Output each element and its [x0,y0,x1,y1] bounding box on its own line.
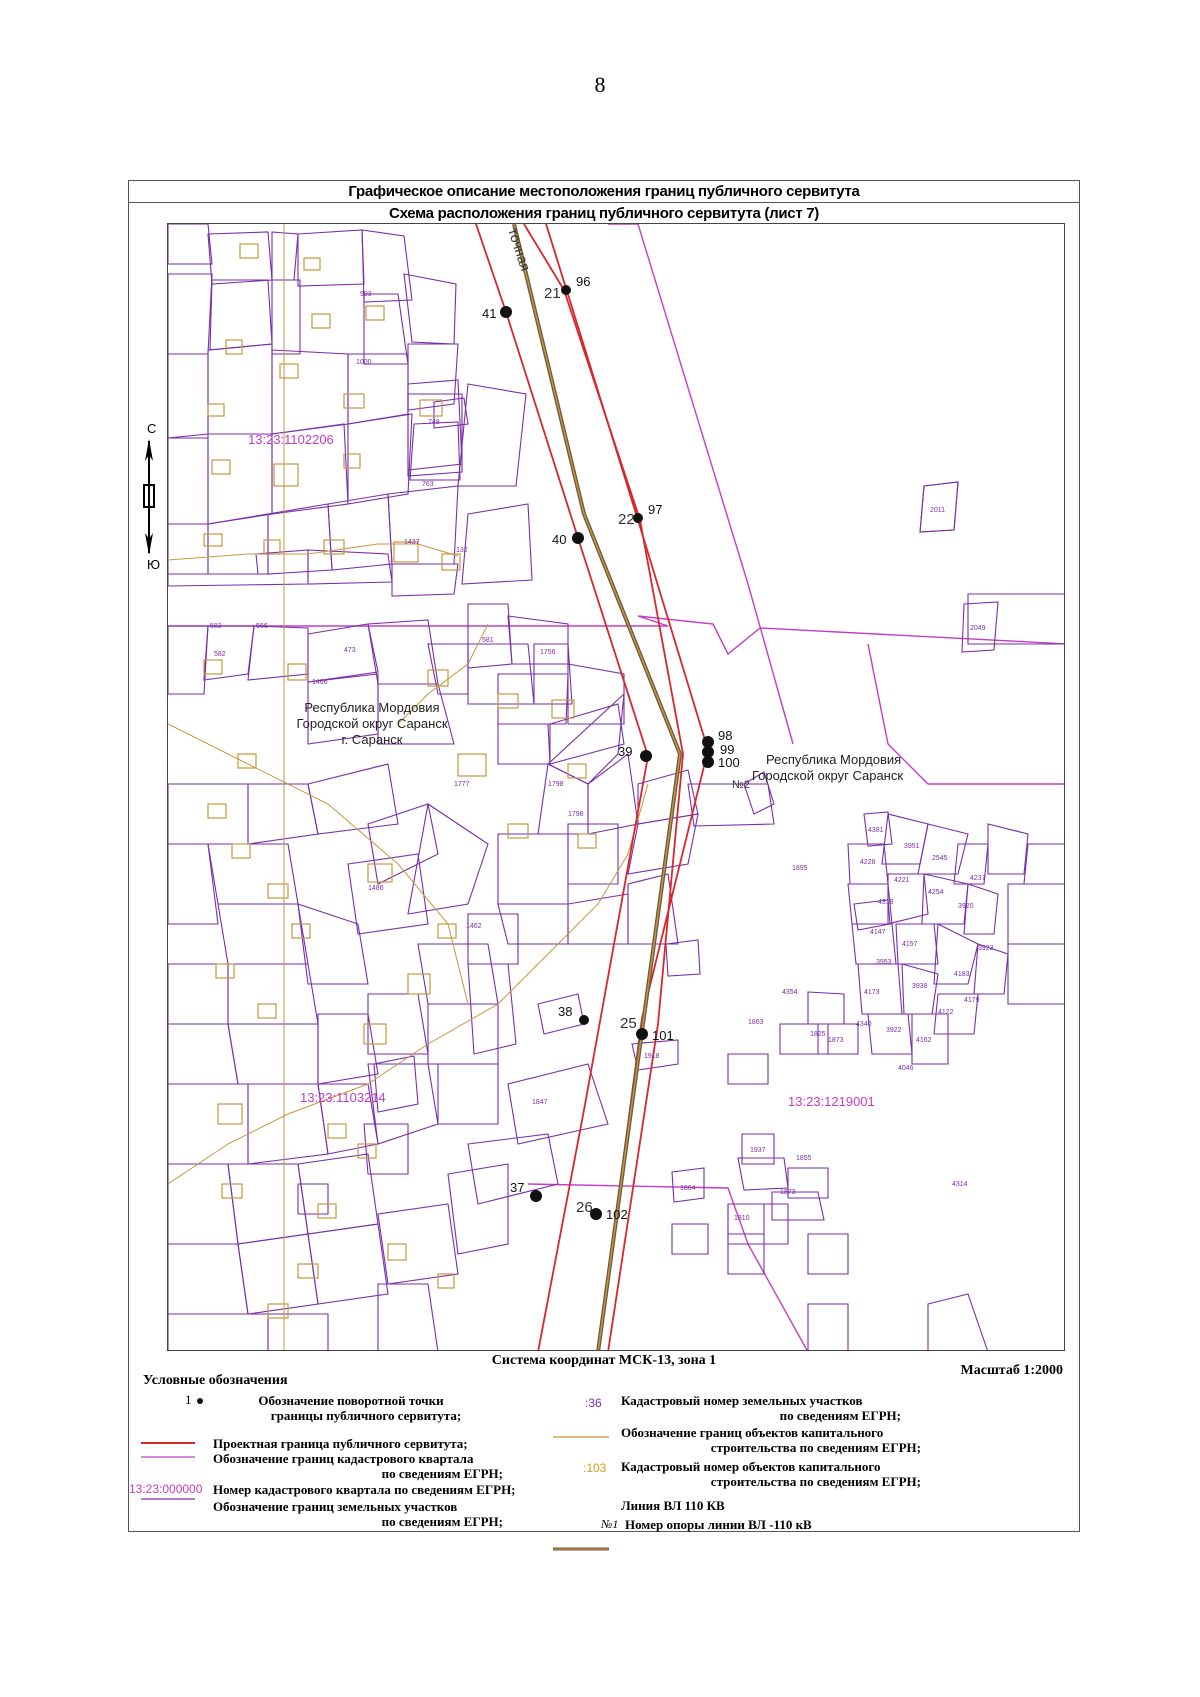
legend-building-sample: :103 [583,1461,607,1475]
parcel-label: 1863 [748,1019,764,1026]
map-sheet [128,180,1080,1532]
point-label-97: 97 [648,502,663,517]
point-label-96: 96 [576,274,591,289]
legend-parcel-number-line-2: по сведениям ЕГРН; [779,1408,901,1423]
parcel-label: 1873 [828,1037,844,1044]
pole-label-22: 22 [618,511,635,528]
point-label-38: 38 [558,1004,573,1019]
parcel-label: 1756 [540,649,556,656]
legend-building-number-line-2: строительства по сведениям ЕГРН; [710,1474,921,1489]
north-arrow-icon [137,421,161,571]
point-label-40: 40 [552,532,567,547]
parcel-label: 581 [482,637,494,644]
parcel-label: 1437 [404,539,420,546]
legend-pole-sample: №1 [601,1517,619,1531]
legend-power-line: Линия ВЛ 110 КВ [621,1498,725,1513]
region-left-line-1: Республика Мордовия [304,700,440,715]
parcel-label: 763 [422,481,434,488]
compass-north-label: С [147,421,157,436]
map-scale: Масштаб 1:2000 [960,1363,1063,1378]
parcel-label: 4157 [902,941,918,948]
region-right-line-2: Городской округ Саранск [752,768,904,783]
point-label-101: 101 [652,1028,674,1043]
turning-point-101 [636,1028,648,1040]
legend-point [221,1393,481,1423]
region-left-line-3: г. Саранск [341,732,403,747]
legend-parcel-boundary-line-1: Обозначение границ земельных участков [213,1499,458,1514]
parcel-label: 4122 [938,1009,954,1016]
legend-line-samples [141,1439,197,1519]
parcel-label: 3922 [886,1027,902,1034]
pole-number-label: №2 [732,779,750,791]
parcel-label: 3923 [978,945,994,952]
parcel-label: 4314 [952,1181,968,1188]
parcel-label: 132 [456,547,468,554]
point-label-99: 99 [720,742,735,757]
legend-quarter-boundary [213,1451,503,1481]
legend-quarter-number: Номер кадастрового квартала по сведениям ЕГРН; [213,1482,516,1497]
legend-building-boundary-line-2: строительства по сведениям ЕГРН; [710,1440,921,1455]
point-label-37: 37 [510,1180,525,1195]
point-label-41: 41 [482,306,497,321]
legend-quarter-boundary-line-2: по сведениям ЕГРН; [381,1466,503,1481]
quarter-label-1102206: 13:23:1102206 [248,432,334,447]
legend-pole-number: Номер опоры линии ВЛ -110 кВ [625,1517,812,1532]
parcel-label: 4147 [870,929,886,936]
parcel-label: 748 [428,419,440,426]
coordinate-system: Система координат МСК-13, зона 1 [491,1353,717,1368]
parcel-label: 4254 [928,889,944,896]
legend-point-symbol [185,1392,203,1407]
parcel-label: 4354 [782,989,798,996]
point-label-102: 102 [606,1207,628,1222]
turning-point-icon [197,1398,203,1404]
parcel-label: 4318 [878,899,894,906]
parcel-label: 582 [214,651,226,658]
legend-line-samples-right [553,1433,613,1573]
compass-south-label: Ю [147,557,161,572]
legend-design-boundary: Проектная граница публичного сервитута; [213,1436,468,1451]
pole-label-26: 26 [576,1199,593,1216]
parcels-right [632,482,1065,1351]
parcel-label: 4046 [898,1065,914,1072]
legend-parcel-number [621,1393,901,1423]
legend-building-boundary [621,1425,921,1455]
parcel-label: 583 [210,623,222,630]
parcel-label: 2049 [970,625,986,632]
parcel-label: 2545 [932,855,948,862]
legend-building-number [621,1459,921,1489]
legend-parcel-boundary [213,1499,503,1529]
parcel-label: 1777 [454,781,470,788]
pole-label-25: 25 [620,1015,637,1032]
legend-parcel-sample: :36 [585,1396,602,1410]
building-outlines [204,244,596,1318]
legend-parcel-number-line-1: Кадастровый номер земельных участков [621,1393,863,1408]
parcel-label: 4228 [860,859,876,866]
turning-point-37 [530,1190,542,1202]
legend-point-line-2: границы публичного сервитута; [270,1408,462,1423]
turning-point-100 [702,756,714,768]
region-left-line-2: Городской округ Саранск [296,716,448,731]
parcel-label: 1000 [356,359,372,366]
region-label-right [752,752,903,783]
parcel-label: 1918 [644,1053,660,1060]
parcel-label: 3953 [876,959,892,966]
parcel-label: 1810 [734,1215,750,1222]
quarter-label-1219001: 13:23:1219001 [788,1094,875,1109]
parcel-label: 4340 [856,1021,872,1028]
cadastral-map [167,223,1065,1351]
parcel-label: 566 [256,623,268,630]
turning-point-41 [500,306,512,318]
parcel-label: 1466 [312,679,328,686]
legend-quarter-sample: 13:23:000000 [129,1482,203,1496]
parcel-label: 3920 [958,903,974,910]
street-label: точная [505,225,535,273]
parcel-label: 473 [344,647,356,654]
legend-point-number: 1 [185,1392,192,1407]
point-label-98: 98 [718,728,733,743]
legend-quarter-boundary-line-1: Обозначение границ кадастрового квартала [213,1451,474,1466]
parcel-label: 2011 [930,507,946,514]
turning-point-40 [572,532,584,544]
parcel-label: 4237 [970,875,986,882]
region-right-line-1: Республика Мордовия [766,752,902,767]
legend-parcel-boundary-line-2: по сведениям ЕГРН; [381,1514,503,1529]
quarter-label-1103214: 13:23:1103214 [300,1090,386,1105]
parcel-label: 993 [360,291,372,298]
turning-point-39 [640,750,652,762]
parcel-label: 4381 [868,827,884,834]
legend-building-number-line-1: Кадастровый номер объектов капитального [621,1459,881,1474]
parcel-label: 4183 [954,971,970,978]
parcel-label: 1873 [780,1189,796,1196]
turning-point-96 [561,285,571,295]
sheet-title: Графическое описание местоположения границ публичного сервитута [129,181,1079,203]
legend-point-line-1: Обозначение поворотной точки [258,1393,444,1408]
parcel-label: 1855 [796,1155,812,1162]
legend-building-boundary-line-1: Обозначение границ объектов капитального [621,1425,884,1440]
parcel-label: 1486 [368,885,384,892]
page-number: 8 [594,72,606,97]
parcel-label: 3951 [904,843,920,850]
parcel-label: 1864 [680,1185,696,1192]
parcel-label: 1847 [532,1099,548,1106]
parcel-label: 4162 [916,1037,932,1044]
parcel-label: 1798 [548,781,564,788]
map-canvas [168,224,1065,1351]
parcel-label: 1825 [810,1031,826,1038]
parcel-label: 4179 [964,997,980,1004]
point-label-39: 39 [618,744,633,759]
legend-title: Условные обозначения [143,1373,288,1388]
pole-label-21: 21 [544,285,561,302]
parcel-label: 4173 [864,989,880,996]
turning-point-38 [579,1015,589,1025]
parcel-label: 1462 [466,923,482,930]
quarter-boundaries [168,224,1065,1351]
parcel-label: 1798 [568,811,584,818]
parcel-label: 3938 [912,983,928,990]
parcel-label: 1937 [750,1147,766,1154]
point-label-100: 100 [718,755,740,770]
sheet-subtitle: Схема расположения границ публичного сервитута (лист 7) [389,205,819,222]
parcel-label: 4221 [894,877,910,884]
region-label-left [296,700,447,747]
parcel-label: 1895 [792,865,808,872]
power-line [514,224,680,1351]
